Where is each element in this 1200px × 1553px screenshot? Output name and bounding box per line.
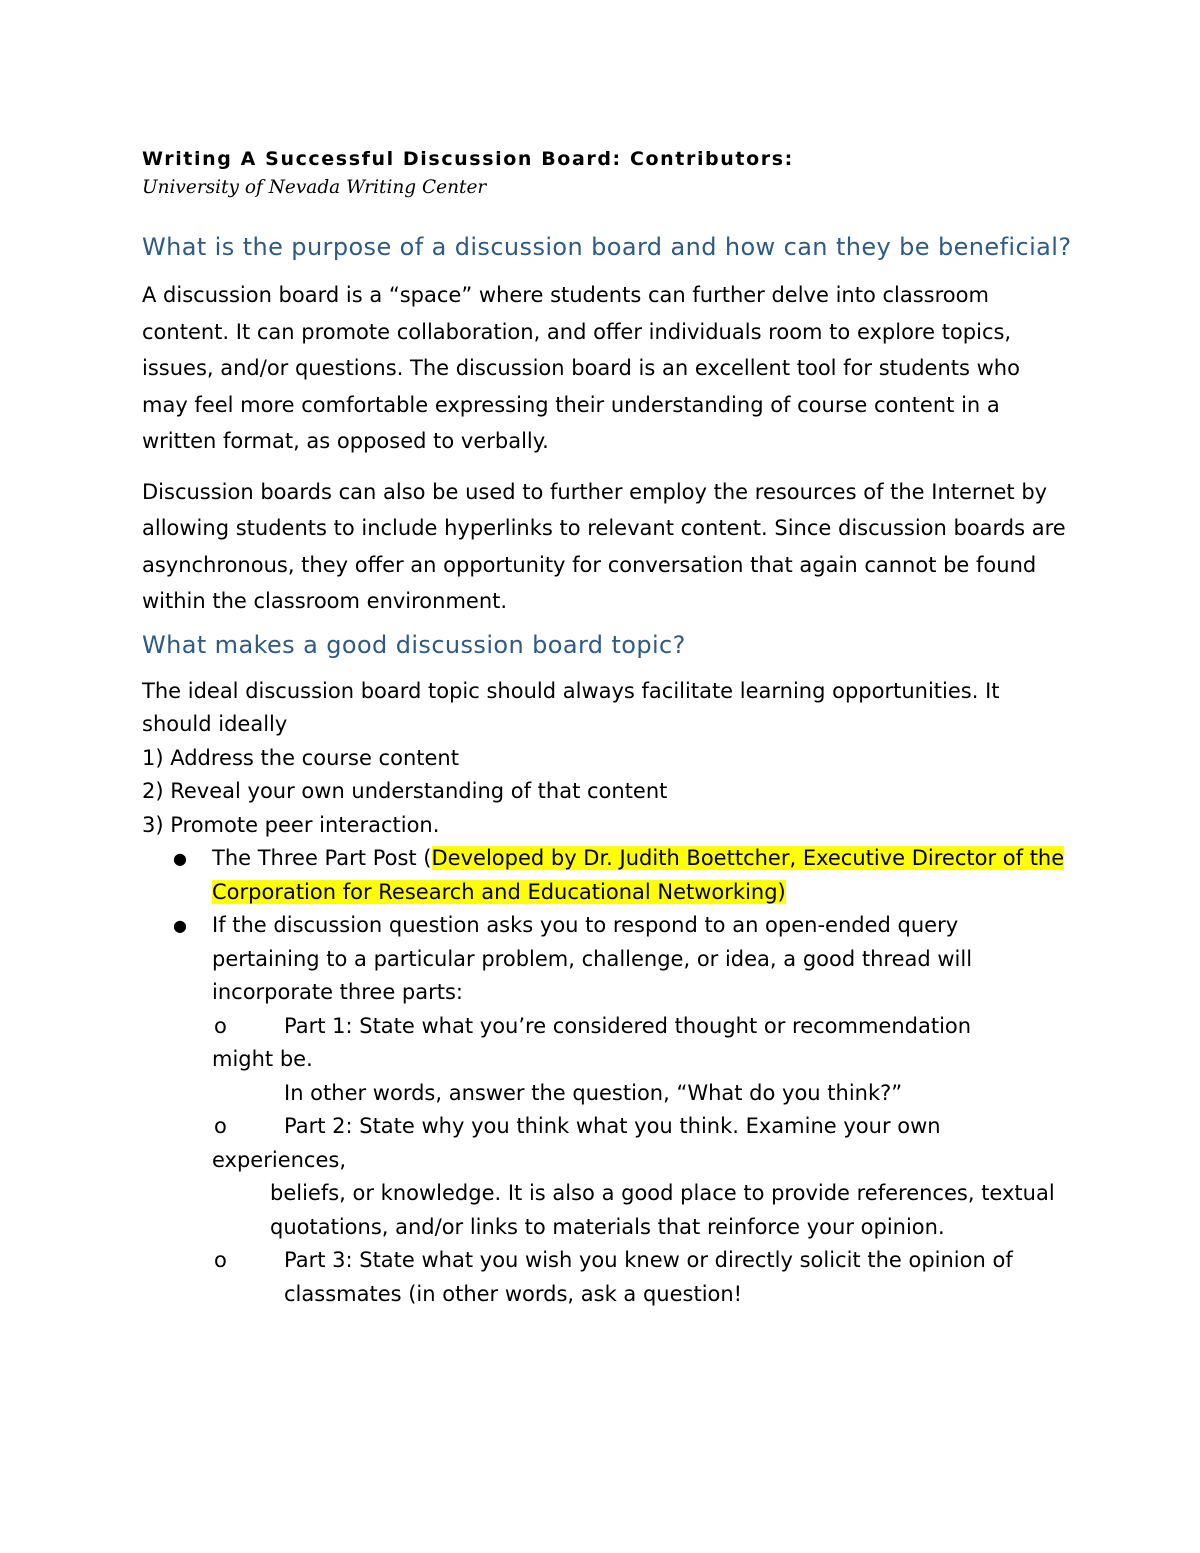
numbered-item: 3) Promote peer interaction. xyxy=(142,812,440,837)
bullet-item-three-part-post xyxy=(142,842,1072,909)
sub-item-part-2 xyxy=(142,1110,1072,1244)
part1-line1: Part 1: State what you’re considered thought or recommendation xyxy=(284,1013,972,1038)
heading-good-topic: What makes a good discussion board topic? xyxy=(142,630,686,659)
heading-purpose: What is the purpose of a discussion board and how can they be beneficial? xyxy=(142,233,1072,261)
document-title: Writing A Successful Discussion Board: Contributors: xyxy=(142,148,794,170)
bullet-text: The Three Part Post ( xyxy=(212,846,432,870)
numbered-list xyxy=(142,742,1072,843)
sub-bullet-marker: o xyxy=(214,1248,227,1272)
document-page xyxy=(142,142,1072,1311)
part2-line3: beliefs, or knowledge. It is also a good place to provide references, textual quotations, and/or links to materials that reinforce your opinion. xyxy=(270,1181,1055,1239)
part2-line2: experiences, xyxy=(212,1147,347,1172)
numbered-item: 1) Address the course content xyxy=(142,745,459,770)
sub-item-part-3 xyxy=(142,1244,1072,1311)
bullet-icon: ● xyxy=(173,916,187,935)
paragraph-topic-intro: The ideal discussion board topic should always facilitate learning opportunities. It should ideally xyxy=(142,678,1000,736)
bullet-item-open-ended xyxy=(142,909,1072,1010)
sub-bullet-marker: o xyxy=(214,1013,227,1038)
document-subtitle: University of Nevada Writing Center xyxy=(142,177,487,198)
bullet-icon: ● xyxy=(173,849,187,868)
highlighted-text: Developed by Dr. Judith Boettcher, Executive Director of the Corporation for Research and Educational Networking) xyxy=(212,846,1065,904)
part2-line1: Part 2: State why you think what you think. Examine your own xyxy=(284,1114,941,1138)
paragraph-internet: Discussion boards can also be used to further employ the resources of the Internet by allowing students to include hyperlinks to relevant content. Since discussion boards are asynchronous, they offer an opportunity for conversation that again cannot be found within the classroom environment. xyxy=(142,479,1066,613)
bullet-text: If the discussion question asks you to respond to an open-ended query pertaining to a particular problem, challenge, or idea, a good thread will incorporate three parts: xyxy=(212,913,973,1004)
paragraph-purpose: A discussion board is a “space” where students can further delve into classroom content. It can promote collaboration, and offer individuals room to explore topics, issues, and/or questions. The discussion board is an excellent tool for students who may feel more comfortable expressing their understanding of course content in a written format, as opposed to verbally. xyxy=(142,283,1020,453)
bullet-list xyxy=(142,842,1072,1010)
sub-bullet-marker: o xyxy=(214,1114,227,1138)
part1-line3: In other words, answer the question, “What do you think?” xyxy=(284,1080,903,1105)
part1-line2: might be. xyxy=(212,1047,313,1071)
part3-line1: Part 3: State what you wish you knew or directly solicit the opinion of classmates (in other words, ask a question! xyxy=(284,1248,1013,1306)
numbered-item: 2) Reveal your own understanding of that content xyxy=(142,779,668,803)
sub-item-part-1 xyxy=(142,1010,1072,1111)
